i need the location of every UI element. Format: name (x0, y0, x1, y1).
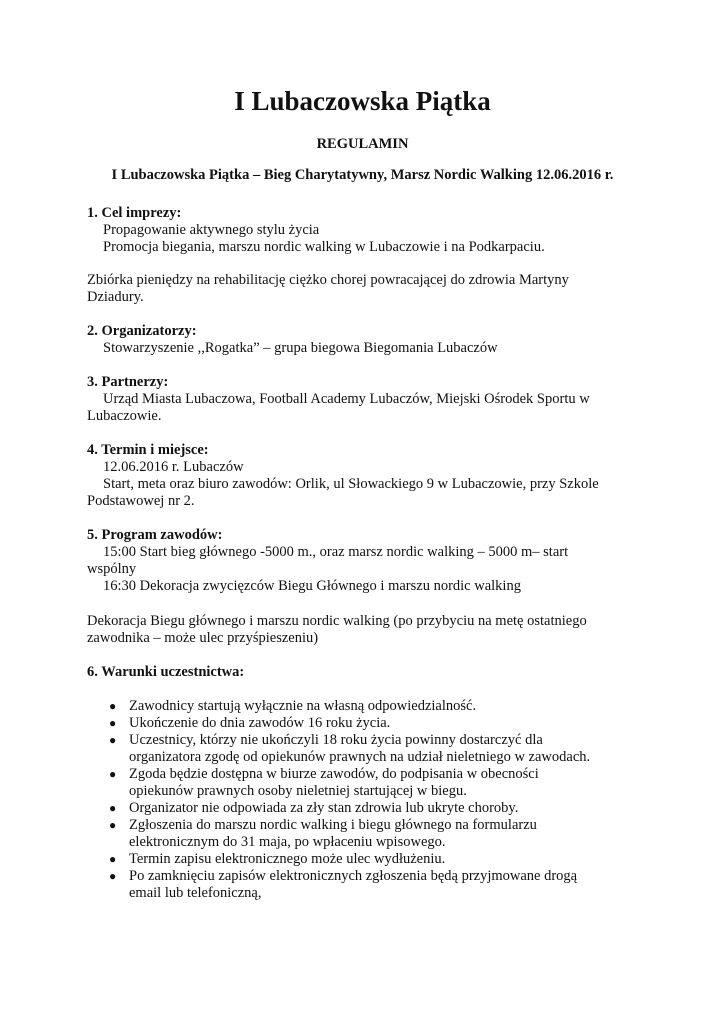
section-heading: 1. Cel imprezy: (87, 205, 182, 221)
section-organizatorzy (87, 323, 647, 357)
list-item-text: Zawodnicy startują wyłącznie na własną odpowiedzialność. (129, 698, 477, 714)
list-item-text: Zgłoszenia do marszu nordic walking i biegu głównego na formularzu (129, 817, 537, 833)
list-item (87, 817, 647, 851)
bullet-icon: ● (109, 852, 117, 866)
section-line: Lubaczowie. (87, 408, 162, 424)
bullet-icon: ● (109, 818, 117, 832)
section-heading: 3. Partnerzy: (87, 374, 169, 390)
list-item (87, 868, 647, 902)
section-line: Propagowanie aktywnego stylu życia (103, 222, 320, 238)
paragraph-line: Dekoracja Biegu głównego i marszu nordic walking (po przybyciu na metę ostatniego (87, 613, 587, 629)
section-heading: 4. Termin i miejsce: (87, 442, 209, 458)
section-line: Start, meta oraz biuro zawodów: Orlik, ul Słowackiego 9 w Lubaczowie, przy Szkole (103, 476, 599, 492)
bullet-icon: ● (109, 716, 117, 730)
list-item (87, 698, 647, 715)
list-item (87, 715, 647, 732)
section-cel-imprezy (87, 205, 647, 256)
list-item-text: Po zamknięciu zapisów elektronicznych zgłoszenia będą przyjmowane drogą (129, 868, 578, 884)
section-heading: 5. Program zawodów: (87, 527, 223, 543)
bullet-icon: ● (109, 801, 117, 815)
conditions-list (87, 698, 647, 902)
bullet-icon: ● (109, 869, 117, 883)
list-item-text: Zgoda będzie dostępna w biurze zawodów, do podpisania w obecności (129, 766, 539, 782)
paragraph-line: Zbiórka pieniędzy na rehabilitację ciężko chorej powracającej do zdrowia Martyny (87, 272, 569, 288)
list-item-text: elektronicznym do 31 maja, po wpłaceniu wpisowego. (129, 834, 446, 850)
section-partnerzy (87, 374, 647, 425)
list-item-text: Uczestnicy, którzy nie ukończyli 18 roku życia powinny dostarczyć dla (129, 732, 543, 748)
section-heading: 6. Warunki uczestnictwa: (87, 664, 245, 680)
list-item-text: Organizator nie odpowiada za zły stan zdrowia lub ukryte choroby. (129, 800, 519, 816)
list-item (87, 732, 647, 766)
paragraph-line: zawodnika – może ulec przyśpieszeniu) (87, 630, 319, 646)
section-line: Urząd Miasta Lubaczowa, Football Academy Lubaczów, Miejski Ośrodek Sportu w (103, 391, 590, 407)
document-subtitle: REGULAMIN (316, 136, 409, 152)
section-termin-i-miejsce (87, 442, 647, 510)
list-item (87, 800, 647, 817)
section-line: Stowarzyszenie ,,Rogatka” – grupa biegowa Biegomania Lubaczów (103, 340, 498, 356)
section-line: Podstawowej nr 2. (87, 493, 195, 509)
bullet-icon: ● (109, 699, 117, 713)
list-item-text: Ukończenie do dnia zawodów 16 roku życia. (129, 715, 391, 731)
section-line: 15:00 Start bieg głównego -5000 m., oraz marsz nordic walking – 5000 m– start (103, 544, 569, 560)
list-item (87, 766, 647, 800)
list-item-text: opiekunów prawnych osoby nieletniej startującej w biegu. (129, 783, 467, 799)
bullet-icon: ● (109, 733, 117, 747)
list-item-text: email lub telefoniczną, (129, 885, 262, 901)
section-program-zawodow (87, 527, 647, 595)
conditions-list-wrapper (87, 698, 647, 902)
section-heading: 2. Organizatorzy: (87, 323, 197, 339)
list-item-text: organizatora zgodę od opiekunów prawnych na udział nieletniego w zawodach. (129, 749, 591, 765)
section-line: 16:30 Dekoracja zwycięzców Biegu Głównego i marszu nordic walking (103, 578, 521, 594)
section-line: Promocja biegania, marszu nordic walking w Lubaczowie i na Podkarpaciu. (103, 239, 545, 255)
section-warunki-uczestnictwa (87, 664, 647, 681)
paragraph-line: Dziadury. (87, 289, 144, 305)
section-line: wspólny (87, 561, 137, 577)
list-item-text: Termin zapisu elektronicznego może ulec wydłużeniu. (129, 851, 446, 867)
paragraph-zbiorka (87, 272, 647, 306)
section-line: 12.06.2016 r. Lubaczów (103, 459, 244, 475)
bullet-icon: ● (109, 767, 117, 781)
event-line: I Lubaczowska Piątka – Bieg Charytatywny, Marsz Nordic Walking 12.06.2016 r. (111, 167, 614, 183)
paragraph-dekoracja (87, 613, 647, 647)
list-item (87, 851, 647, 868)
document-title: I Lubaczowska Piątka (234, 86, 491, 116)
